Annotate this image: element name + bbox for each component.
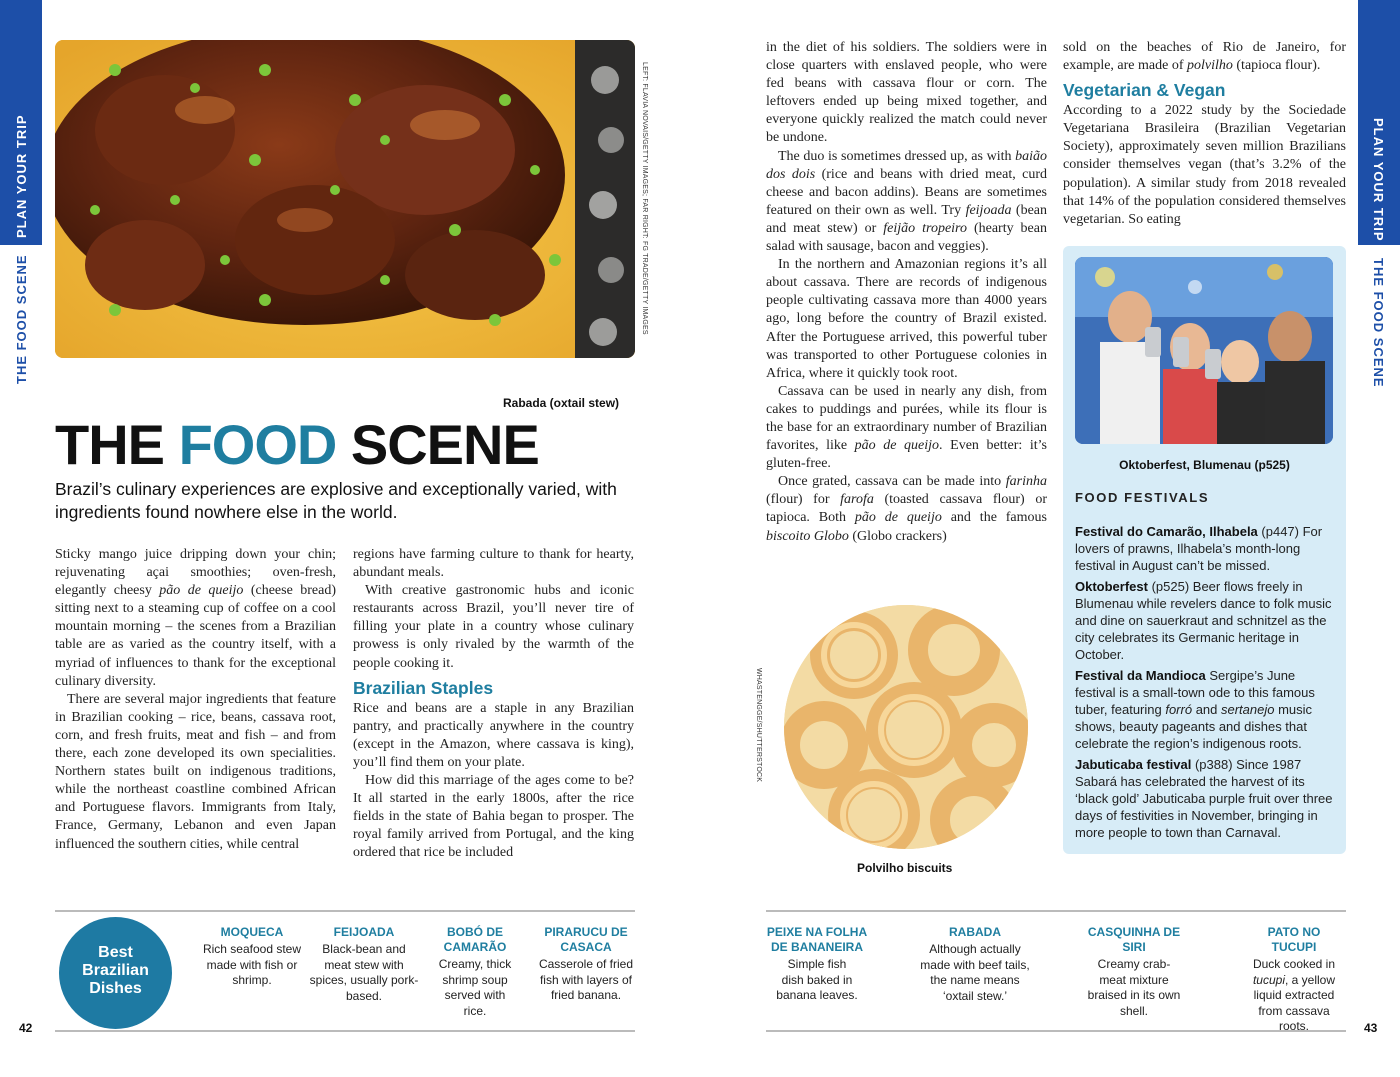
col2-paragraph-4: How did this marriage of the ages come to be? It all started in the early 1800s, after the rice fields in the state of Bahia began to prosper. The royal family arrived from Portugal, and the king ordered that rice be included <box>353 773 634 861</box>
dish-item: MOQUECA Rich seafood stew made with fish or shrimp. <box>202 925 302 987</box>
festival-item: Jabuticaba festival (p388) Since 1987 Sabará has celebrated the harvest of its ‘black gold’ Jabuticaba purple fruit over three days of festivities in November, bringing in more people to town than Carnaval. <box>1075 757 1333 840</box>
col2-paragraph-2: With creative gastronomic hubs and iconic restaurants across Brazil, you’ll never tire of filling your plate in a country whose culinary prowess is only rivaled by the warmth of the people cooking it. <box>353 583 634 671</box>
dish-item: FEIJOADA Black-bean and meat stew with spices, usually pork-based. <box>309 925 419 1003</box>
col3-paragraph-2: The duo is sometimes dressed up, as with baião dos dois (rice and beans with dried meat, curd cheese and bacon addins). Beans are sometimes featured on their own as well. Try feijoada (bean and meat stew) or feijão tropeiro (hearty bean salad with sausage, bacon and veggies). <box>766 148 1047 255</box>
rabada-photo <box>55 40 635 358</box>
festival-item: Festival da Mandioca Sergipe’s June festival is a small-town ode to this famous tuber, featuring forró and sertanejo music shows, beauty pageants and dishes that celebrate the region’s indigenous roots. <box>1075 668 1315 751</box>
col2-paragraph-1: regions have farming culture to thank for hearty, abundant meals. <box>353 547 634 581</box>
page-number-right: 43 <box>1364 1021 1378 1035</box>
left-tab-label: PLAN YOUR TRIP <box>14 114 29 238</box>
biscuits-caption: Polvilho biscuits <box>857 861 953 875</box>
biscuits-photo-credit: WHASTENGGE/SHUTTERSTOCK <box>755 668 762 783</box>
col1-paragraph-1: Sticky mango juice dripping down your chin; rejuvenating açai smoothies; oven-fresh, elegantly cheesy pão de queijo (cheese bread) sitting next to a steaming cup of coffee on a cool mountain morning – the scenes from a Brazilian table are as varied as the country itself, with a myriad of influences to thank for the exceptional culinary diversity. <box>55 547 336 689</box>
oktoberfest-photo <box>1075 257 1333 444</box>
food-festivals-box <box>1063 246 1346 854</box>
right-tab-label: PLAN YOUR TRIP <box>1371 118 1386 242</box>
page-number-left: 42 <box>19 1021 33 1035</box>
vegetarian-vegan-heading: Vegetarian & Vegan <box>1063 80 1226 101</box>
body-column-4 <box>1063 39 1346 229</box>
brazilian-staples-heading: Brazilian Staples <box>353 677 494 698</box>
col3-paragraph-4: Cassava can be used in nearly any dish, from cakes to puddings and purées, while its flour is the base for an extraordinary number of Brazilian favorites, like pão de queijo. Even better: it’s gluten-free. <box>766 383 1047 472</box>
hero-caption: Rabada (oxtail stew) <box>503 396 620 410</box>
col3-paragraph-1: in the diet of his soldiers. The soldiers were in close quarters with enslaved people, who were fed beans with cassava flour or corn. The leftovers ended up being mixed together, and everyone quickly realized the match could never be undone. <box>766 40 1047 146</box>
col3-paragraph-3: In the northern and Amazonian regions it’s all about cassava. There are records of indigenous people cultivating cassava more than 4000 years ago, long before the country of Brazil existed. After the Portuguese arrived, this powerful tuber was transported to other Portuguese colonies in Africa, where it quickly took root. <box>766 257 1047 381</box>
left-chapter-label: THE FOOD SCENE <box>14 254 29 384</box>
dish-item: CASQUINHA DE SIRI Creamy crab-meat mixture braised in its own shell. <box>1087 925 1181 1018</box>
hero-photo-credit: LEFT: FLAVIA NOVAIS/GETTY IMAGES; FAR RIGHT: FG TRADE/GETTY IMAGES <box>641 62 648 335</box>
col4-paragraph-1: sold on the beaches of Rio de Janeiro, for example, are made of polvilho (tapioca flour). <box>1063 40 1346 74</box>
festival-item: Oktoberfest (p525) Beer flows freely in Blumenau while revelers dance to folk music and dine on sauerkraut and schnitzel as the city celebrates its Germanic heritage in October. <box>1075 579 1332 662</box>
col1-paragraph-2: There are several major ingredients that feature in Brazilian cooking – rice, beans, cassava root, corn, and fresh fruits, meat and fish – and from there, each zone developed its own specialities. Northern states built on indigenous traditions, while the northeast coastline combined African and Portuguese flavors. Immigrants from Italy, France, Germany, Lebanon and even Japan influenced the southern cities, while central <box>55 691 336 852</box>
dish-item: PEIXE NA FOLHA DE BANANEIRA Simple fish dish baked in banana leaves. <box>766 925 868 1002</box>
col2-paragraph-3: Rice and beans are a staple in any Brazilian pantry, and practically anywhere in the country (except in the Amazon, where cassava is king), you’ll find them on your plate. <box>353 700 634 770</box>
festival-item: Festival do Camarão, Ilhabela (p447) For lovers of prawns, Ilhabela’s month-long festival in August can’t be missed. <box>1075 524 1323 573</box>
page-subtitle: Brazil’s culinary experiences are explosive and exceptionally varied, with ingredients found nowhere else in the world. <box>55 479 617 522</box>
right-chapter-label: THE FOOD SCENE <box>1371 258 1386 388</box>
body-column-2 <box>353 546 634 863</box>
page-title: THE FOOD SCENE <box>55 413 539 476</box>
col3-paragraph-5: Once grated, cassava can be made into farinha (flour) for farofa (toasted cassava flour) or tapioca. Both pão de queijo and the famous biscoito Globo (Globo crackers) <box>766 474 1047 544</box>
dish-item: RABADA Although actually made with beef tails, the name means ‘oxtail stew.’ <box>920 925 1030 1003</box>
best-dishes-badge: Best Brazilian Dishes <box>59 917 172 1029</box>
body-column-1 <box>55 546 336 854</box>
oktoberfest-caption: Oktoberfest, Blumenau (p525) <box>1119 458 1290 472</box>
col4-paragraph-2: According to a 2022 study by the Sociedade Vegetariana Brasileira (Brazilian Vegetarian Society), approximately seven million Brazilians consider themselves vegan (that’s 3.2% of the population). A similar study from 2018 revealed that 14% of the population considered themselves vegetarian. So eating <box>1063 103 1346 227</box>
festival-list <box>1075 524 1337 846</box>
food-festivals-heading: FOOD FESTIVALS <box>1075 490 1210 505</box>
dish-item: BOBÓ DE CAMARÃO Creamy, thick shrimp soup served with rice. <box>438 925 512 1018</box>
polvilho-biscuits-photo <box>784 605 1028 849</box>
dish-item: PIRARUCU DE CASACA Casserole of fried fish with layers of fried banana. <box>538 925 634 1002</box>
body-column-3 <box>766 39 1047 546</box>
dish-item: PATO NO TUCUPI Duck cooked in tucupi, a yellow liquid extracted from cassava roots. <box>1252 925 1336 1033</box>
